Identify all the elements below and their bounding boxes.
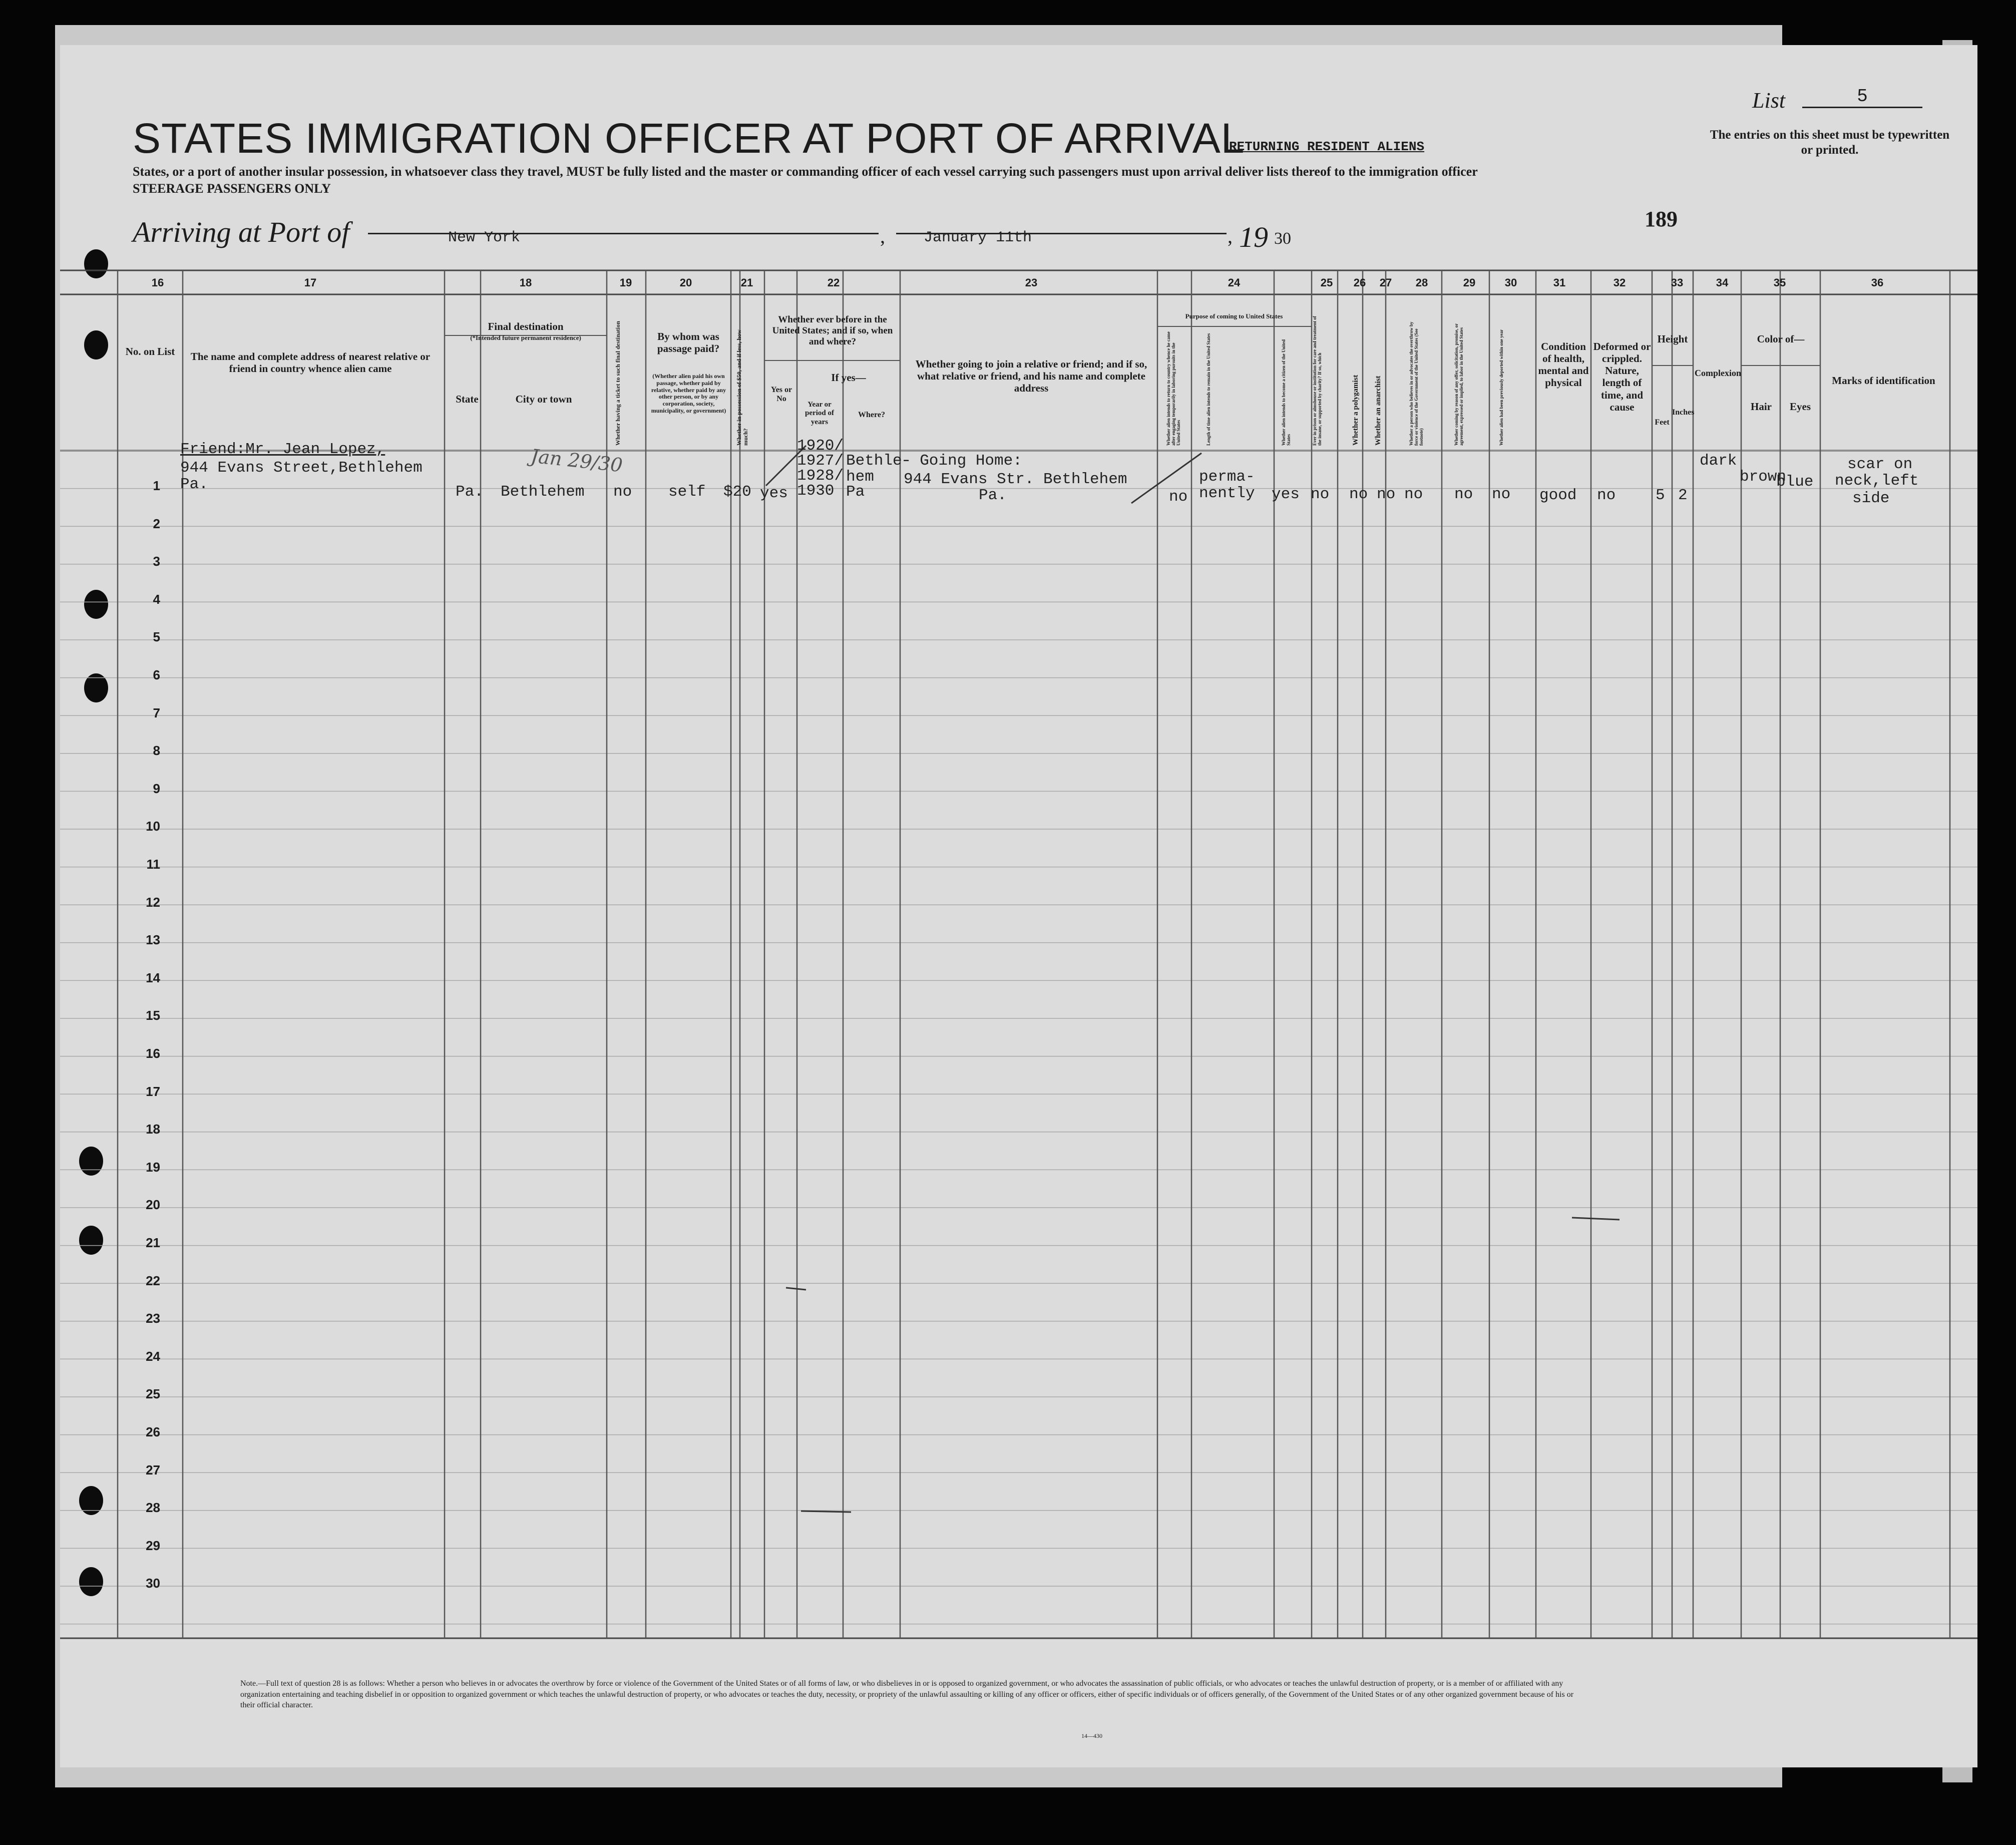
header-joining: Whether going to join a relative or friend; and if so, what relative or friend, and his name and complete address: [915, 358, 1147, 395]
header-ticket: Whether having a ticket to such final destination: [614, 321, 621, 446]
deported-value: no: [1492, 486, 1511, 503]
before-value: yes: [760, 485, 788, 502]
city-value: Bethlehem: [501, 483, 585, 501]
header-purpose: Purpose of coming to United States: [1185, 312, 1283, 320]
prison-value: no: [1311, 486, 1330, 503]
list-number: 5: [1802, 86, 1922, 108]
header-inches: Inches: [1672, 408, 1695, 417]
handwritten-date: Jan 29/30: [530, 445, 624, 477]
comma: ,: [1228, 225, 1233, 247]
joining-line2: 944 Evans Str. Bethlehem: [904, 471, 1127, 488]
steerage-text: STEERAGE PASSENGERS ONLY: [133, 181, 331, 196]
row-number: 24: [146, 1348, 160, 1364]
money-value: $20: [723, 483, 751, 501]
header-feet: Feet: [1655, 418, 1670, 427]
feet-value: 5: [1656, 487, 1665, 504]
header-citizen: Whether alien intends to become a citizen of the United States: [1281, 339, 1291, 446]
header-final-destination-sub: (*Intended future permanent residence): [470, 334, 581, 341]
col-number: 28: [1415, 276, 1428, 289]
row-number: 18: [146, 1122, 160, 1137]
row-number: 1: [153, 478, 160, 493]
row-number: 27: [146, 1462, 160, 1478]
typewritten-note: The entries on this sheet must be typewritten or printed.: [1710, 128, 1950, 157]
length-line1: perma-: [1199, 468, 1255, 486]
header-color-of: Color of—: [1757, 333, 1805, 345]
header-polygamist: Whether a polygamist: [1352, 375, 1360, 446]
state-value: Pa.: [456, 483, 484, 501]
col-number: 23: [1025, 276, 1038, 289]
header-years: Year or period of years: [805, 401, 834, 426]
col-number: 18: [519, 276, 532, 289]
year-4: 1930: [797, 482, 835, 500]
complexion-value: dark: [1700, 452, 1737, 470]
row-number: 25: [146, 1386, 160, 1402]
row-number: 13: [146, 932, 160, 948]
col-number: 30: [1504, 276, 1517, 289]
header-final-destination: Final destination: [488, 320, 564, 332]
col-number: 26: [1353, 276, 1366, 289]
header-length: Length of time alien intends to remain in the United States: [1206, 333, 1211, 446]
year-3: 1928/: [797, 467, 844, 485]
polygamist-value: no: [1349, 486, 1368, 503]
header-passage: By whom was passage paid?: [657, 330, 720, 355]
row-number: 20: [146, 1197, 160, 1213]
row-number: 14: [146, 970, 160, 985]
header-complexion: Complexion: [1695, 368, 1742, 378]
col-number: 33: [1671, 276, 1684, 289]
row-number: 11: [146, 857, 160, 872]
row-number: 10: [146, 819, 160, 834]
row-number: 16: [146, 1046, 160, 1061]
overthrow-value: no: [1404, 486, 1423, 503]
port-value: New York: [448, 229, 521, 246]
row-number: 23: [146, 1311, 160, 1326]
col-number: 32: [1613, 276, 1626, 289]
col-number: 35: [1773, 276, 1786, 289]
row-number: 12: [146, 894, 160, 910]
header-height: Height: [1657, 333, 1688, 345]
class-stamp: RETURNING RESIDENT ALIENS: [1229, 139, 1425, 154]
joining-line3: Pa.: [979, 487, 1007, 504]
header-yes-no: Yes or No: [770, 386, 792, 404]
header-city: City or town: [515, 393, 572, 405]
header-deformed: Deformed or crippled. Nature, length of time, and cause: [1593, 340, 1651, 413]
col-number: 20: [679, 276, 692, 289]
stamp-number: 189: [1645, 207, 1678, 231]
row-number: 7: [153, 705, 160, 720]
row-number: 8: [153, 743, 160, 759]
row-number: 2: [153, 516, 160, 531]
header-passage-sub: (Whether alien paid his own passage, whether paid by relative, whether paid by any other person, or by any corporation, society, municipality, or government): [651, 373, 726, 414]
header-hair: Hair: [1751, 401, 1772, 413]
ticket-value: no: [613, 483, 632, 501]
comma: ,: [880, 225, 885, 247]
offer-value: no: [1454, 486, 1473, 503]
inches-value: 2: [1678, 487, 1688, 504]
row-number: 3: [153, 554, 160, 569]
header-marks: Marks of identification: [1832, 375, 1935, 387]
page-title: STATES IMMIGRATION OFFICER AT PORT OF ARRIVAL: [133, 115, 1245, 162]
where-line3: Pa: [846, 483, 865, 501]
col-number: 29: [1463, 276, 1476, 289]
form-number: 14—430: [1081, 1732, 1102, 1739]
col-number: 21: [740, 276, 753, 289]
year-1: 1920/: [797, 437, 844, 455]
anarchist-value: no: [1377, 486, 1396, 503]
row-number: 30: [146, 1576, 160, 1591]
header-deported: Whether alien had been previously deported within one year: [1499, 329, 1504, 446]
row-number: 15: [146, 1008, 160, 1023]
row-number: 29: [146, 1538, 160, 1553]
col-number: 16: [151, 276, 164, 289]
health-value: good: [1539, 487, 1577, 504]
header-offer: Whether coming by reason of any offer, solicitation, promise, or agreement, expressed or implied, to labor in the United States: [1454, 323, 1464, 446]
arriving-label: Arriving at Port of: [133, 216, 350, 248]
row-number: 26: [146, 1424, 160, 1439]
header-if-yes: If yes—: [831, 372, 866, 384]
col-number: 36: [1871, 276, 1884, 289]
relative-line1: Friend:Mr. Jean Lopez,: [180, 441, 385, 458]
marks-line2: neck,left: [1835, 472, 1919, 490]
header-overthrow: Whether a person who believes in or advocates the overthrow by force or violence of the Government of the United States (See footnote): [1409, 321, 1424, 446]
joining-line1: - Going Home:: [901, 452, 1022, 470]
citizen-value: yes: [1272, 486, 1300, 503]
row-number: 19: [146, 1159, 160, 1175]
row-number: 5: [153, 629, 160, 645]
header-relative: The name and complete address of nearest relative or friend in country whence alien came: [190, 350, 431, 375]
row-number: 21: [146, 1235, 160, 1250]
year-prefix: 19: [1239, 221, 1268, 253]
header-state: State: [456, 393, 479, 405]
row-number: 28: [146, 1500, 160, 1516]
length-line2: nently: [1199, 485, 1255, 502]
hair-value: brown: [1740, 468, 1787, 486]
eyes-value: blue: [1776, 473, 1814, 491]
row-number: 4: [153, 591, 160, 607]
row-number: 6: [153, 667, 160, 682]
col-number: 25: [1320, 276, 1333, 289]
footnote-text: Note.—Full text of question 28 is as follows: Whether a person who believes in or advocates the overthrow by force or violence of the Government of the United States or of all forms of law, or who disbelieves in or is opposed to organized government, or who advocates the assassination of public officials, or who advocates or teaches the unlawful destruction of property, or is a member of or affiliated with any organization entertaining and teaching disbelief in or opposition to organized government or which teaches the unlawful destruction of property, or who advocates or teaches the duty, necessity, or propriety of the unlawful assaulting or killing of any officer or officers, either of specific individuals or of officers generally, of the Government of the United States or of any other organized government because of his or their official character.: [240, 1679, 1574, 1710]
deformed-value: no: [1597, 487, 1616, 504]
relative-line3: Pa.: [180, 476, 208, 493]
instruction-text: States, or a port of another insular possession, in whatsoever class they travel, MUST be fully listed and the master or commanding officer of each vessel carrying such passengers must upon arrival deliver lists thereof to the immigration officer: [133, 164, 1478, 179]
year-2: 1927/: [797, 452, 844, 470]
row-number: 22: [146, 1273, 160, 1288]
header-prison: Ever in prison or almshouse or institution for care and treatment of the insane, or supported by charity? If so, which: [1312, 316, 1322, 446]
header-anarchist: Whether an anarchist: [1374, 376, 1382, 446]
where-line1: Bethle-: [846, 452, 912, 470]
return-value: no: [1169, 488, 1188, 506]
where-line2: hem: [846, 468, 874, 486]
paid-by-value: self: [668, 483, 706, 501]
col-number: 17: [304, 276, 317, 289]
marks-line3: side: [1852, 490, 1890, 507]
list-label: List: [1752, 88, 1786, 113]
marks-line1: scar on: [1847, 456, 1913, 473]
col-number: 34: [1716, 276, 1729, 289]
header-eyes: Eyes: [1790, 401, 1811, 413]
year-suffix: 30: [1274, 229, 1291, 248]
header-health: Condition of health, mental and physical: [1538, 340, 1589, 389]
col-number: 19: [619, 276, 632, 289]
header-money: Whether in possession of $50, and if less, how much?: [735, 329, 749, 446]
col-number: 31: [1553, 276, 1566, 289]
header-return: Whether alien intends to return to country whence he came after engaging temporarily in laboring pursuits in the United States: [1166, 331, 1181, 446]
row-number: 17: [146, 1083, 160, 1099]
row-number: 9: [153, 781, 160, 796]
date-value: January 11th: [924, 229, 1032, 246]
col-number: 22: [827, 276, 840, 289]
header-no-on-list: No. on List: [125, 345, 175, 357]
relative-line2: 944 Evans Street,Bethlehem: [180, 459, 423, 477]
header-where: Where?: [858, 411, 885, 419]
col-number: 24: [1228, 276, 1241, 289]
col-number: 27: [1379, 276, 1392, 289]
header-before-us: Whether ever before in the United States; and if so, when and where?: [772, 314, 893, 347]
